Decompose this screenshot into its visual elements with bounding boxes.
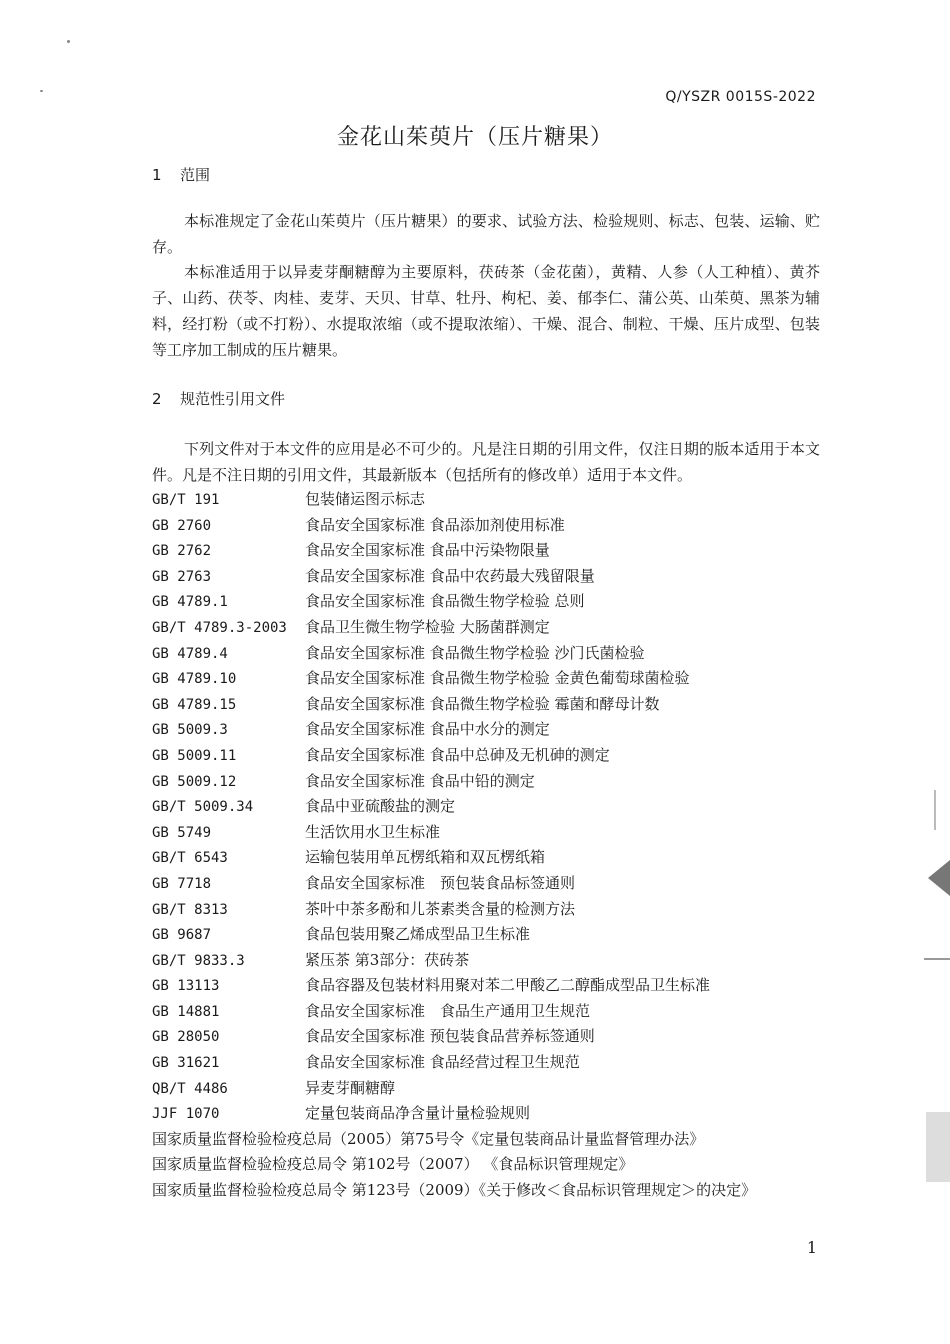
- reference-item: [152, 743, 832, 769]
- reference-item: [152, 666, 832, 692]
- reference-item: [152, 1024, 832, 1050]
- reference-title: 定量包装商品净含量计量检验规则: [305, 1104, 531, 1123]
- reference-item: [152, 513, 832, 539]
- reference-item: [152, 973, 832, 999]
- reference-item: [152, 999, 832, 1025]
- regulation-item: 国家质量监督检验检疫总局令 第102号（2007） 《食品标识管理规定》: [152, 1155, 634, 1174]
- reference-item: [152, 641, 832, 667]
- reference-title: 食品安全国家标准 食品中铅的测定: [305, 771, 535, 790]
- reference-item: [152, 1050, 832, 1076]
- reference-code: GB 7718: [152, 875, 212, 892]
- reference-item: [152, 1101, 832, 1127]
- reference-code: GB/T 4789.3-2003: [152, 619, 287, 636]
- edge-bleed-mark: [928, 860, 950, 896]
- section-heading-scope: [152, 164, 210, 185]
- document-title: 金花山茱萸片（压片糖果）: [336, 125, 613, 150]
- reference-code: GB 28050: [152, 1029, 220, 1046]
- reference-title: 食品安全国家标准 食品微生物学检验 金黄色葡萄球菌检验: [305, 669, 690, 688]
- reference-code: GB 9687: [152, 927, 212, 944]
- reference-item: [152, 897, 832, 923]
- reference-title: 食品安全国家标准 食品中水分的测定: [305, 720, 550, 739]
- reference-title: 食品安全国家标准 食品添加剂使用标准: [305, 515, 565, 534]
- reference-code: GB 4789.4: [152, 645, 228, 662]
- reference-title: 食品安全国家标准 食品微生物学检验 霉菌和酵母计数: [305, 694, 660, 713]
- reference-code: JJF 1070: [152, 1106, 220, 1123]
- reference-code: GB/T 191: [152, 492, 220, 508]
- reference-title: 食品卫生微生物学检验 大肠菌群测定: [305, 617, 550, 636]
- reference-list: [152, 487, 832, 1204]
- reference-title: 食品安全国家标准 食品微生物学检验 总则: [305, 592, 585, 611]
- scope-paragraph: 本标准规定了金花山茱萸片（压片糖果）的要求、试验方法、检验规则、标志、包装、运输、贮存。: [152, 212, 820, 256]
- reference-code: GB 4789.15: [152, 696, 237, 713]
- reference-title: 异麦芽酮糖醇: [305, 1078, 396, 1097]
- reference-code: GB 2762: [152, 543, 212, 560]
- reference-title: 生活饮用水卫生标准: [305, 822, 441, 841]
- regulation-item: 国家质量监督检验检疫总局（2005）第75号令《定量包装商品计量监督管理办法》: [152, 1129, 705, 1148]
- reference-title: 食品包装用聚乙烯成型品卫生标准: [305, 925, 531, 944]
- reference-item: [152, 820, 832, 846]
- reference-title: 食品安全国家标准 食品生产通用卫生规范: [305, 1001, 591, 1020]
- scan-speck: [40, 90, 43, 92]
- reference-item: [152, 948, 832, 974]
- reference-title: 紧压茶 第3部分：茯砖茶: [305, 950, 470, 969]
- reference-title: 食品安全国家标准 食品微生物学检验 沙门氏菌检验: [305, 643, 645, 662]
- reference-code: GB 5009.3: [152, 722, 228, 739]
- reference-code: GB/T 8313: [152, 901, 228, 918]
- reference-title: 食品安全国家标准 食品经营过程卫生规范: [305, 1053, 580, 1072]
- reference-title: 食品安全国家标准 食品中污染物限量: [305, 541, 550, 560]
- reference-code: GB 2760: [152, 517, 212, 534]
- section-number: 1: [152, 166, 162, 184]
- edge-bleed-mark: [924, 958, 950, 960]
- reference-item: [152, 538, 832, 564]
- section-heading-references: [152, 388, 285, 409]
- reference-item: [152, 589, 832, 615]
- reference-title: 食品中亚硫酸盐的测定: [305, 797, 456, 816]
- reference-title: 食品安全国家标准 食品中总砷及无机砷的测定: [305, 745, 610, 764]
- reference-title: 茶叶中茶多酚和儿茶素类含量的检测方法: [305, 899, 576, 918]
- edge-bleed-mark: [926, 1112, 950, 1182]
- reference-code: GB 31621: [152, 1055, 220, 1072]
- reference-title: 运输包装用单瓦楞纸箱和双瓦楞纸箱: [305, 848, 546, 867]
- scope-paragraph: 本标准适用于以异麦芽酮糖醇为主要原料，茯砖茶（金花菌），黄精、人参（人工种植）、黄芥子、山药、茯苓、肉桂、麦芽、天贝、甘草、牡丹、枸杞、姜、郁李仁、蒲公英、山茱萸、黑茶为辅料，经打粉（或不打粉）、水提取浓缩（或不提取浓缩）、干燥、混合、制粒、干燥、压片成型、包装等工序加工制成的压片糖果。: [152, 263, 820, 359]
- reference-code: GB 4789.1: [152, 594, 228, 611]
- reference-code: GB 14881: [152, 1003, 220, 1020]
- section-title: 规范性引用文件: [180, 390, 286, 408]
- reference-item: [152, 871, 832, 897]
- references-intro: 下列文件对于本文件的应用是必不可少的。凡是注日期的引用文件，仅注日期的版本适用于本文件。凡是不注日期的引用文件，其最新版本（包括所有的修改单）适用于本文件。: [152, 440, 820, 484]
- reference-code: GB/T 9833.3: [152, 952, 245, 969]
- reference-code: GB 4789.10: [152, 671, 237, 688]
- page-number: 1: [806, 1238, 817, 1257]
- reference-code: GB/T 6543: [152, 850, 228, 867]
- reference-title: 包装储运图示标志: [305, 490, 426, 508]
- reference-item: [152, 1076, 832, 1102]
- reference-item: [152, 922, 832, 948]
- reference-title: 食品容器及包装材料用聚对苯二甲酸乙二醇酯成型品卫生标准: [305, 976, 711, 995]
- section-number: 2: [152, 390, 162, 408]
- reference-item: [152, 692, 832, 718]
- reference-item: [152, 615, 832, 641]
- reference-title: 食品安全国家标准 食品中农药最大残留限量: [305, 566, 595, 585]
- edge-bleed-mark: [934, 790, 950, 830]
- reference-item: [152, 487, 832, 513]
- reference-code: GB/T 5009.34: [152, 799, 254, 816]
- reference-code: GB 13113: [152, 978, 220, 995]
- reference-item: [152, 845, 832, 871]
- regulation-item: 国家质量监督检验检疫总局令 第123号（2009）《关于修改＜食品标识管理规定＞的决定》: [152, 1181, 757, 1200]
- scan-speck: [67, 40, 70, 43]
- reference-code: GB 2763: [152, 568, 212, 585]
- document-code: Q/YSZR 0015S-2022: [665, 89, 816, 105]
- reference-code: GB 5009.11: [152, 747, 237, 764]
- reference-item: [152, 794, 832, 820]
- reference-code: GB 5749: [152, 824, 212, 841]
- section-title: 范围: [180, 166, 211, 184]
- reference-code: QB/T 4486: [152, 1080, 228, 1097]
- reference-title: 食品安全国家标准 预包装食品营养标签通则: [305, 1027, 595, 1046]
- reference-item: [152, 769, 832, 795]
- reference-item: [152, 717, 832, 743]
- reference-title: 食品安全国家标准 预包装食品标签通则: [305, 873, 576, 892]
- reference-code: GB 5009.12: [152, 773, 237, 790]
- reference-item: [152, 564, 832, 590]
